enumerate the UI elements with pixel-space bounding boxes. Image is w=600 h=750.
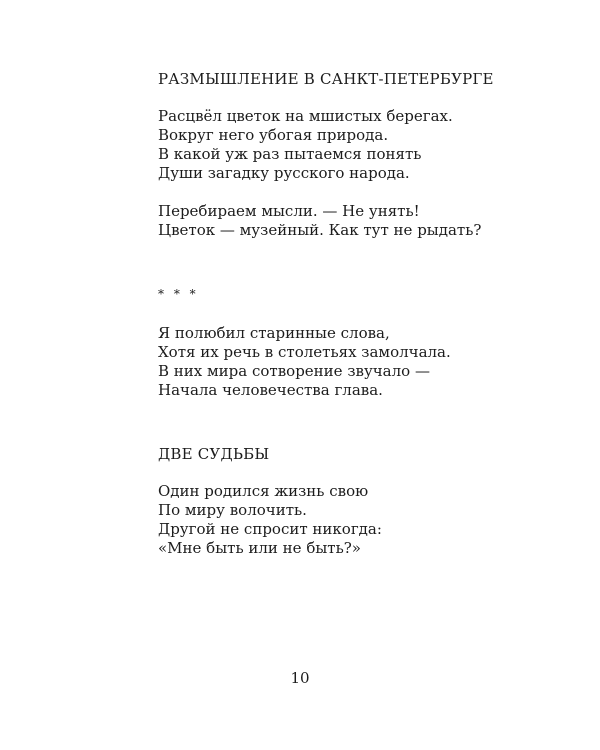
verse-line: По миру волочить. — [158, 501, 307, 519]
verse-line: Я полюбил старинные слова, — [158, 324, 390, 342]
stanza — [158, 324, 578, 400]
page-body — [158, 70, 578, 577]
stanza — [158, 482, 578, 558]
verse-line: Один родился жизнь свою — [158, 482, 369, 500]
page-number: 10 — [290, 669, 310, 687]
poem-title: ДВЕ СУДЬБЫ — [158, 445, 270, 463]
verse-line: Души загадку русского народа. — [158, 164, 410, 182]
poem-title: РАЗМЫШЛЕНИЕ В САНКТ-ПЕТЕРБУРГЕ — [158, 70, 494, 88]
verse-line: Цветок — музейный. Как тут не рыдать? — [158, 221, 482, 239]
poem-reflection-in-saint-petersburg — [158, 70, 578, 240]
verse-line: Перебираем мысли. — Не унять! — [158, 202, 420, 220]
verse-line: В какой уж раз пытаемся понять — [158, 145, 422, 163]
verse-line: «Мне быть или не быть?» — [158, 539, 361, 557]
verse-line: Хотя их речь в столетьях замолчала. — [158, 343, 451, 361]
poem-two-fates — [158, 445, 578, 558]
verse-line: Другой не спросит никогда: — [158, 520, 382, 538]
verse-line: Вокруг него убогая природа. — [158, 126, 389, 144]
verse-line: В них мира сотворение звучало — — [158, 362, 430, 380]
stanza — [158, 107, 578, 183]
verse-line: Начала человечества глава. — [158, 381, 383, 399]
asterisk-title: * * * — [158, 287, 199, 301]
verse-line: Расцвёл цветок на мшистых берегах. — [158, 107, 453, 125]
poem-untitled — [158, 285, 578, 400]
stanza — [158, 202, 578, 240]
